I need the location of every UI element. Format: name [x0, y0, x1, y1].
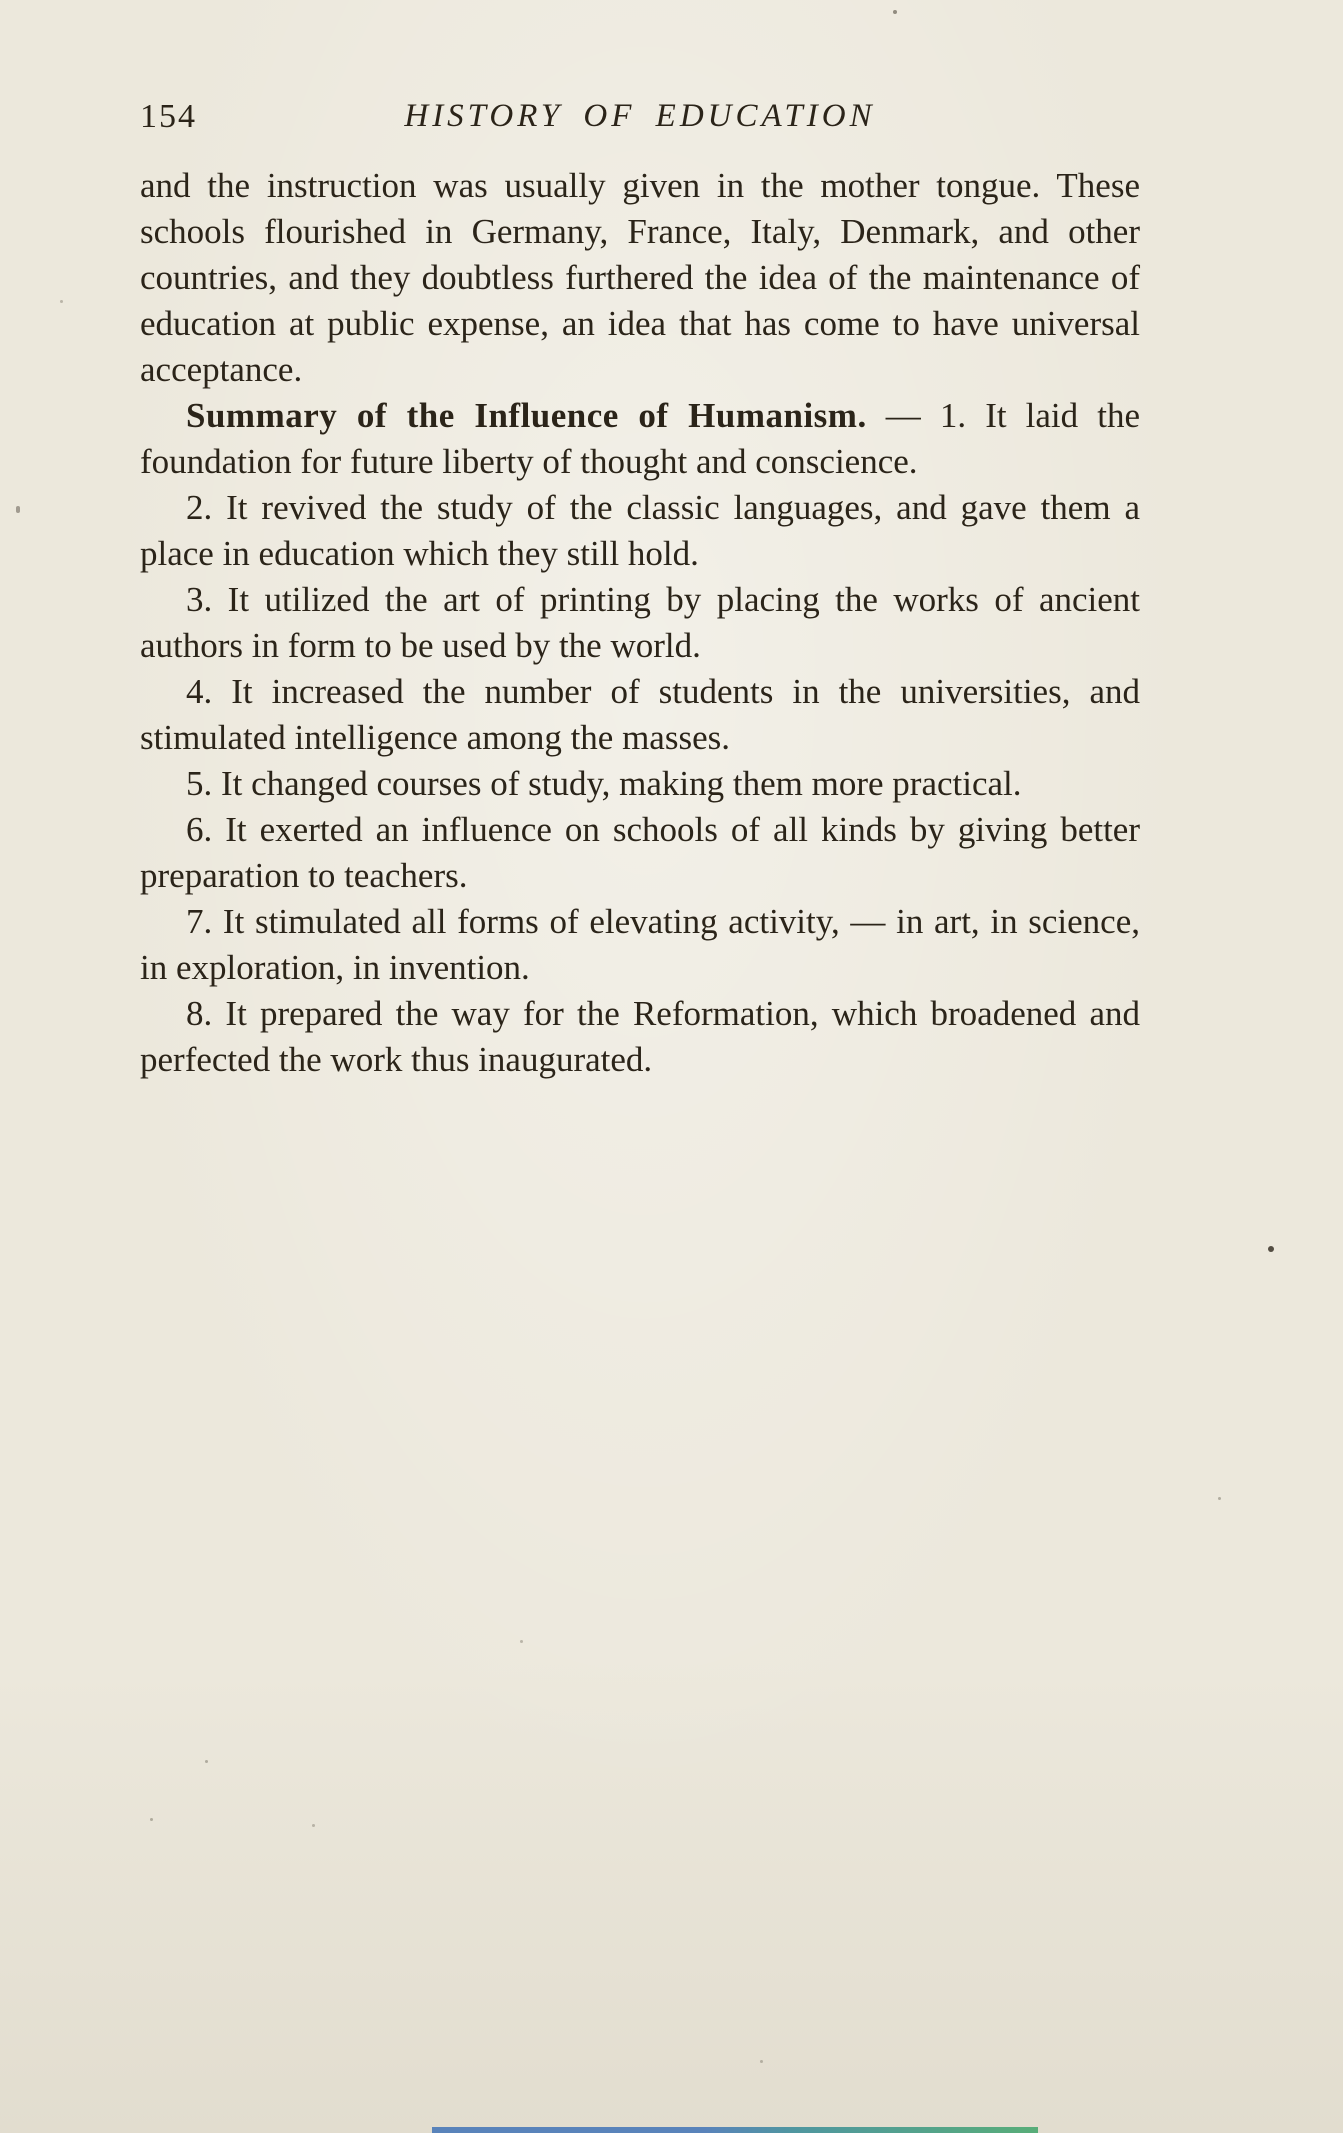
scan-speck — [16, 506, 20, 513]
page-body — [140, 163, 1140, 1083]
scan-speck — [1268, 1246, 1274, 1252]
summary-item-3: 3. It utilized the art of printing by placing the works of ancient authors in form to be used by the world. — [140, 580, 1140, 665]
page-header — [140, 98, 1140, 146]
summary-item-2: 2. It revived the study of the classic languages, and gave them a place in education which they still hold. — [140, 488, 1140, 573]
summary-heading: Summary of the Influence of Humanism. — [186, 396, 867, 435]
summary-item-5: 5. It changed courses of study, making them more practical. — [186, 764, 1022, 803]
summary-item-8: 8. It prepared the way for the Reformation, which broadened and perfected the work thus inaugurated. — [140, 994, 1140, 1079]
summary-item-7: 7. It stimulated all forms of elevating activity, — in art, in science, in exploration, in invention. — [140, 902, 1140, 987]
scan-artifact-strip — [432, 2127, 1038, 2133]
scan-speck — [520, 1640, 523, 1643]
scan-speck — [760, 2060, 763, 2063]
running-title: HISTORY OF EDUCATION — [404, 98, 876, 134]
scan-speck — [312, 1824, 315, 1827]
summary-item-6: 6. It exerted an influence on schools of all kinds by giving better preparation to teachers. — [140, 810, 1140, 895]
scan-speck — [893, 10, 897, 14]
page-number: 154 — [140, 98, 197, 135]
scan-speck — [205, 1760, 208, 1763]
summary-lead: — 1. It laid the foundation for future liberty of thought and conscience. — [140, 396, 1140, 481]
paragraph-continuation: and the instruction was usually given in the mother tongue. These schools flourished in Germany, France, Italy, Denmark, and other countries, and they doubtless furthered the idea of the maintenance of education at public expense, an idea that has come to have universal acceptance. — [140, 166, 1140, 389]
scan-speck — [60, 300, 63, 303]
summary-item-4: 4. It increased the number of students in the universities, and stimulated intelligence among the masses. — [140, 672, 1140, 757]
paragraph-summary — [140, 393, 1140, 485]
scan-speck — [150, 1818, 153, 1821]
scan-speck — [1218, 1497, 1221, 1500]
